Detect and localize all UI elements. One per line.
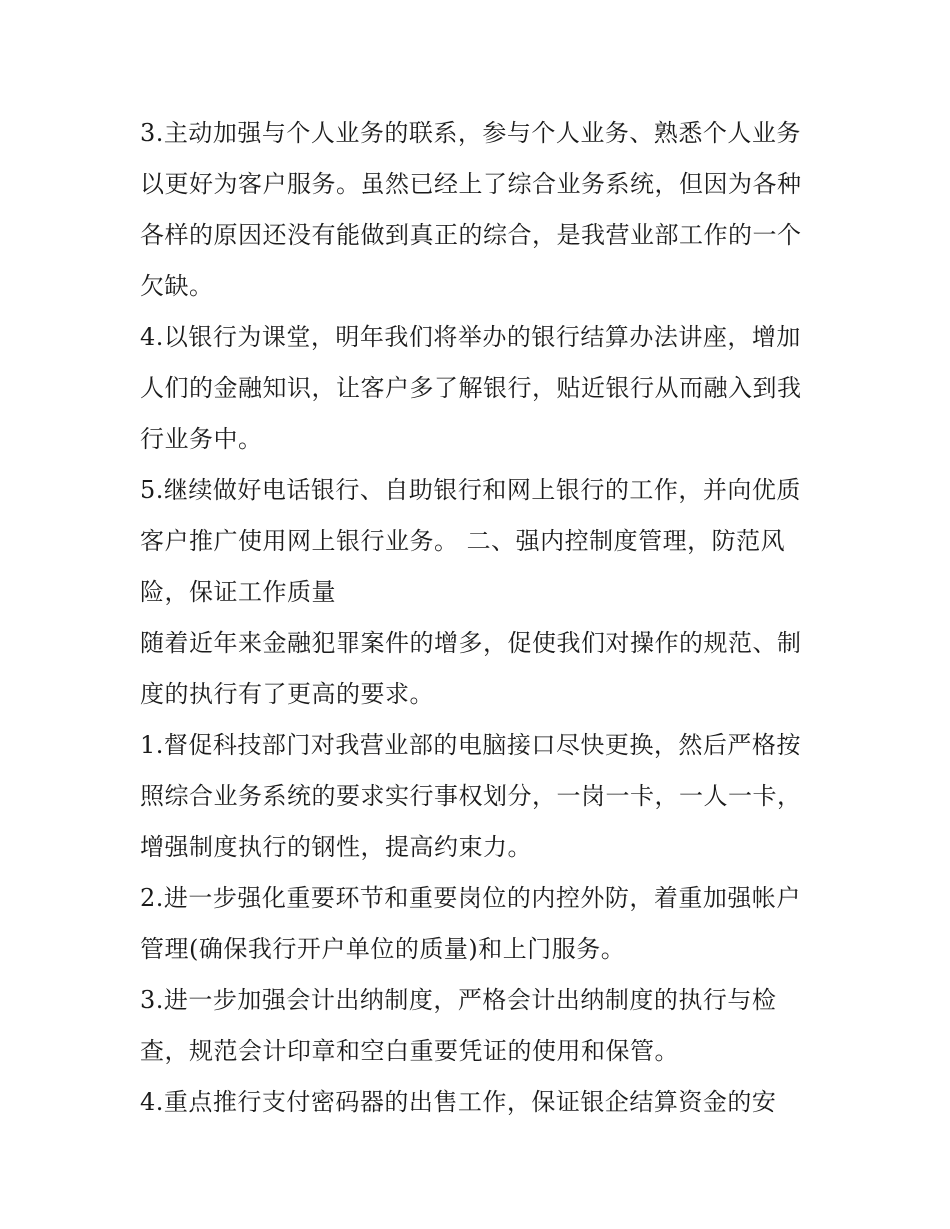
document-body [140, 108, 830, 1128]
text-line: 人们的金融知识，让客户多了解银行，贴近银行从而融入到我 [140, 374, 802, 402]
text-line: 各样的原因还没有能做到真正的综合，是我营业部工作的一个 [140, 221, 802, 249]
text-line: 3.主动加强与个人业务的联系，参与个人业务、熟悉个人业务 [140, 119, 801, 147]
text-line: 随着近年来金融犯罪案件的增多，促使我们对操作的规范、制 [140, 629, 802, 657]
text-line: 照综合业务系统的要求实行事权划分，一岗一卡，一人一卡， [140, 782, 802, 810]
text-line: 1.督促科技部门对我营业部的电脑接口尽快更换，然后严格按 [140, 731, 801, 759]
text-line: 客户推广使用网上银行业务。 二、强内控制度管理，防范风 [140, 527, 786, 555]
text-line: 以更好为客户服务。虽然已经上了综合业务系统，但因为各种 [140, 170, 802, 198]
text-line: 4.重点推行支付密码器的出售工作，保证银企结算资金的安 [140, 1088, 777, 1116]
text-line: 查，规范会计印章和空白重要凭证的使用和保管。 [140, 1037, 679, 1065]
text-line: 3.进一步加强会计出纳制度，严格会计出纳制度的执行与检 [140, 986, 777, 1014]
text-line: 管理(确保我行开户单位的质量)和上门服务。 [140, 935, 626, 963]
text-line: 度的执行有了更高的要求。 [140, 680, 434, 708]
text-line: 4.以银行为课堂，明年我们将举办的银行结算办法讲座，增加 [140, 323, 801, 351]
text-line: 险，保证工作质量 [140, 578, 336, 606]
text-line: 欠缺。 [140, 272, 214, 300]
text-line: 增强制度执行的钢性，提高约束力。 [140, 833, 532, 861]
text-line: 5.继续做好电话银行、自助银行和网上银行的工作，并向优质 [140, 476, 801, 504]
text-line: 2.进一步强化重要环节和重要岗位的内控外防，着重加强帐户 [140, 884, 801, 912]
text-line: 行业务中。 [140, 425, 263, 453]
